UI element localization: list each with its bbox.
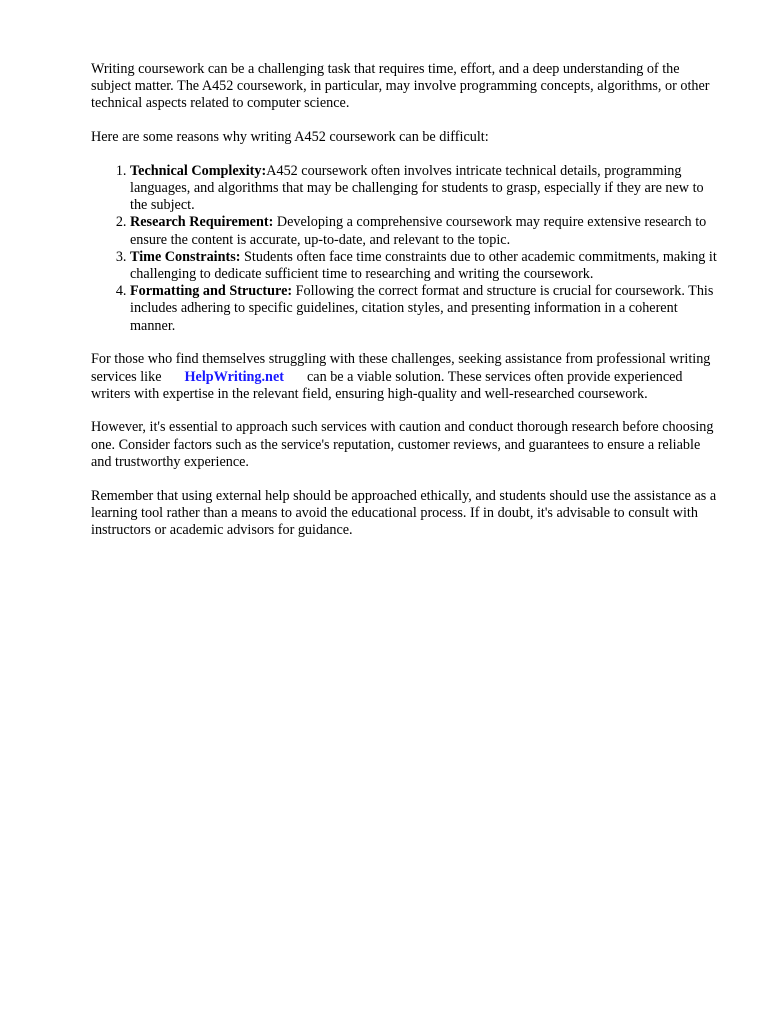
reasons-list <box>91 163 721 335</box>
assistance-paragraph <box>91 351 721 403</box>
list-item-text: Developing a comprehensive coursework may require extensive research to ensure the content is accurate, up-to-date, and relevant to the topic. <box>130 214 707 248</box>
document-body <box>91 61 721 556</box>
list-item-term: Formatting and Structure: <box>130 283 293 300</box>
list-item-term: Technical Complexity: <box>130 162 267 179</box>
list-item <box>130 249 721 283</box>
list-item <box>130 214 721 248</box>
assistance-text-after: can be a viable solution. These services often provide experienced writers with expertise in the relevant field, ensuring high-quality and well-researched coursework. <box>91 368 683 402</box>
list-item-text: Following the correct format and structure is crucial for coursework. This includes adhering to specific guidelines, citation styles, and presenting information in a coherent manner. <box>130 283 714 334</box>
reasons-lead-paragraph: Here are some reasons why writing A452 coursework can be difficult: <box>91 129 489 146</box>
list-item-text: Students often face time constraints due to other academic commitments, making it challenging to dedicate sufficient time to researching and writing the coursework. <box>130 248 717 283</box>
intro-paragraph: Writing coursework can be a challenging task that requires time, effort, and a deep understanding of the subject matter. The A452 coursework, in particular, may involve programming concepts, algorithms, or other technical aspects related to computer science. <box>91 61 710 112</box>
closing-paragraph: Remember that using external help should be approached ethically, and students should use the assistance as a learning tool rather than a means to avoid the educational process. If in doubt, it's advisable to consult with instructors or academic advisors for guidance. <box>91 487 717 538</box>
list-item <box>130 283 721 335</box>
assistance-text-before: For those who find themselves struggling with these challenges, seeking assistance from professional writing services like <box>91 351 711 385</box>
list-item-term: Time Constraints: <box>130 248 241 265</box>
list-item-term: Research Requirement: <box>130 214 274 231</box>
list-item-text: A452 coursework often involves intricate technical details, programming languages, and algorithms that may be challenging for students to grasp, especially if they are new to the subject. <box>130 162 704 214</box>
list-item <box>130 163 721 215</box>
caution-paragraph: However, it's essential to approach such services with caution and conduct thorough research before choosing one. Consider factors such as the service's reputation, customer reviews, and guarantees to ensure a reliable and trustworthy experience. <box>91 419 714 470</box>
helpwriting-link[interactable]: HelpWriting.net <box>184 368 284 385</box>
